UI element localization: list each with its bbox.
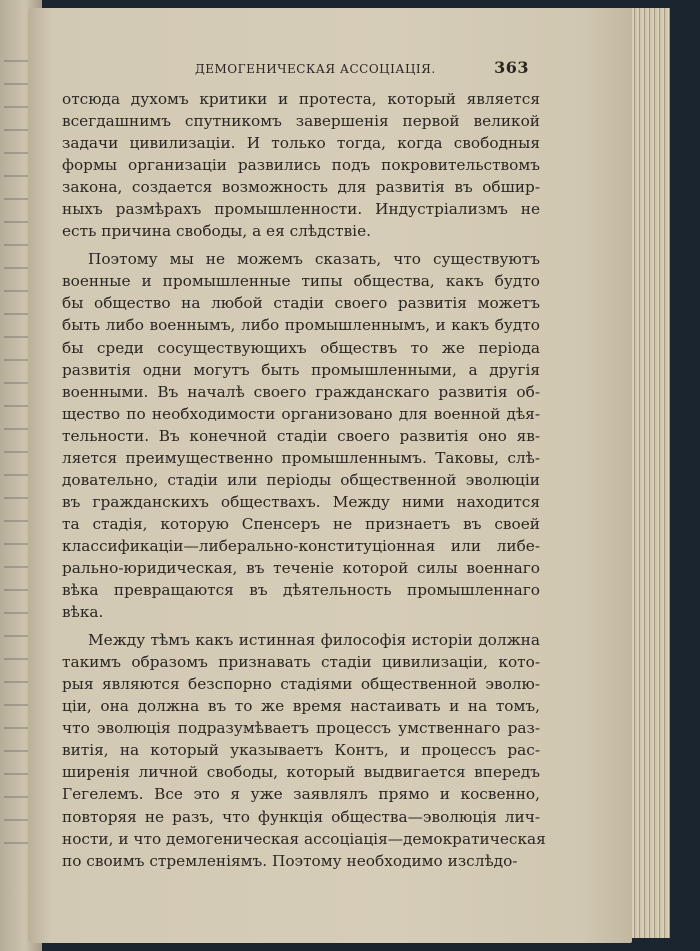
text-line: такимъ образомъ признавать стадiи цивилизацiи, кото- — [62, 653, 540, 672]
text-line: развитiя одни могутъ быть промышленными, а другiя — [62, 360, 540, 379]
text-line: бы среди сосуществующихъ обществъ то же перiода — [62, 338, 540, 357]
text-line: рыя являются безспорно стадiями общественной эволю- — [62, 675, 540, 694]
header-title: ДЕМОГЕНИЧЕСКАЯ АССОЦIАЦIЯ. — [195, 62, 436, 76]
text-line: всегдашнимъ спутникомъ завершенiя первой великой — [62, 112, 540, 131]
text-line: повторяя не разъ, что функцiя общества—эволюцiя лич- — [62, 807, 540, 826]
text-line: довательно, стадiи или перiоды общественной эволюцiи — [62, 470, 540, 489]
text-line: по своимъ стремленiямъ. Поэтому необходимо изслѣдо- — [62, 851, 518, 870]
running-header — [195, 60, 535, 80]
text-line: отсюда духомъ критики и протеста, который является — [62, 90, 540, 108]
text-line: щество по необходимости организовано для военной дѣя- — [62, 404, 540, 423]
text-line: вѣка. — [62, 603, 104, 622]
text-line: быть либо военнымъ, либо промышленнымъ, и какъ будто — [62, 316, 540, 335]
text-line: закона, создается возможность для развитiя въ обшир- — [62, 178, 540, 197]
text-line: Поэтому мы не можемъ сказать, что существуютъ — [88, 250, 540, 269]
text-line: въ гражданскихъ обществахъ. Между ними находится — [62, 492, 540, 511]
text-line: есть причина свободы, а ея слѣдствiе. — [62, 222, 371, 241]
text-line: цiи, она должна въ то же время настаивать и на томъ, — [62, 697, 540, 716]
paragraph — [62, 629, 546, 872]
text-line: военные и промышленные типы общества, какъ будто — [62, 272, 540, 291]
text-line: классификацiи—либерально-конституцiонная или либе- — [62, 536, 540, 555]
paragraph — [62, 248, 540, 623]
text-line: тельности. Въ конечной стадiи своего развитiя оно яв- — [62, 426, 540, 445]
text-line: витiя, на который указываетъ Контъ, и процессъ рас- — [62, 741, 540, 760]
body-text — [62, 88, 546, 872]
text-line: вѣка превращаются въ дѣятельность промышленнаго — [62, 581, 540, 600]
text-line: та стадiя, которую Спенсеръ не признаетъ въ своей — [62, 514, 540, 533]
text-line: бы общество на любой стадiи своего развитiя можетъ — [62, 294, 540, 313]
text-line: ныхъ размѣрахъ промышленности. Индустрiализмъ не — [62, 200, 540, 219]
text-line: рально-юридическая, въ теченiе которой силы военнаго — [62, 558, 540, 577]
text-line: ляется преимущественно промышленнымъ. Таковы, слѣ- — [62, 448, 540, 467]
page-number: 363 — [494, 58, 529, 77]
text-line: военными. Въ началѣ своего гражданскаго развитiя об- — [62, 382, 540, 401]
text-line: ширенiя личной свободы, который выдвигается впередъ — [62, 763, 540, 782]
text-line: формы организацiи развились подъ покровительствомъ — [62, 156, 540, 175]
text-line: Гегелемъ. Все это я уже заявлялъ прямо и косвенно, — [62, 785, 540, 804]
text-line: ности, и что демогеническая ассоцiацiя—демократическая — [62, 829, 546, 848]
text-line: что эволюцiя подразумѣваетъ процессъ умственнаго раз- — [62, 719, 540, 738]
paragraph — [62, 88, 540, 242]
text-line: Между тѣмъ какъ истинная философiя исторiи должна — [88, 631, 540, 650]
text-line: задачи цивилизацiи. И только тогда, когда свободныя — [62, 134, 540, 153]
